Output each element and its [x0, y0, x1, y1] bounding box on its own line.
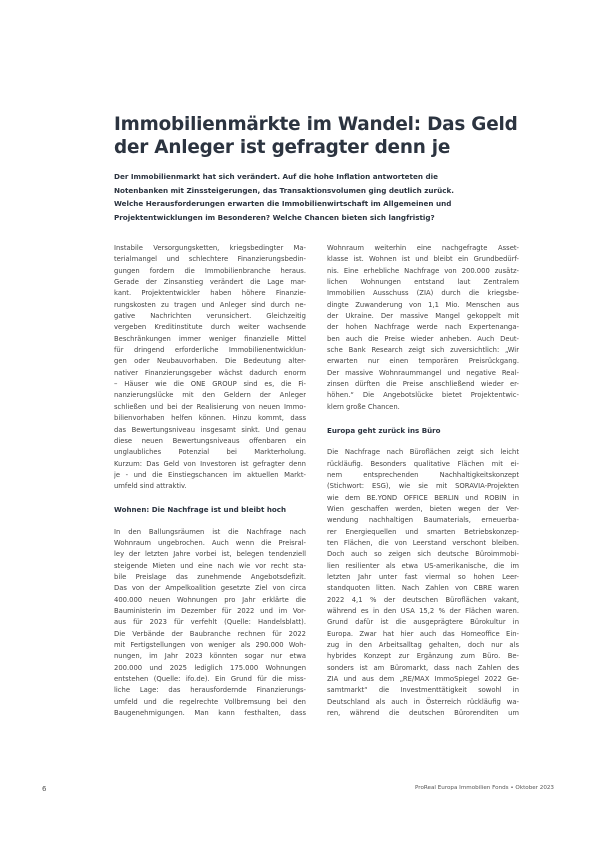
- body-text-line: nungen, im Jahr 2023 könnten sogar nur etwa: [114, 652, 306, 661]
- body-text-line: für dringend erforderliche Immobilienentwicklun-: [114, 346, 306, 355]
- left-paragraph-2: [114, 527, 306, 720]
- body-text-line: das Bewertungsniveau insgesamt sinkt. Und genau: [114, 425, 306, 434]
- lead-line: Der Immobilienmarkt hat sich verändert. Auf die hohe Inflation antworteten die: [114, 172, 438, 181]
- body-text-line: Die Nachfrage nach Büroflächen zeigt sich leicht: [327, 448, 519, 457]
- body-text-line: unglaubliches Potenzial bei Markterholung.: [114, 448, 306, 457]
- body-text-line: vergeben Kreditinstitute durch weiter wachsende: [114, 323, 306, 332]
- body-text-line: bile Preislage das zunehmende Angebotsdefizit.: [114, 572, 306, 581]
- body-text-line: zug in den Arbeitsalltag gehalten, doch nur als: [327, 641, 519, 650]
- article-title: [114, 113, 518, 159]
- body-text-line: nanzierungslücke mit den Geldern der Anleger: [114, 391, 306, 400]
- body-text-line: während es in den USA 15,2 % der Flächen waren.: [327, 607, 519, 615]
- body-text-line: 400.000 neuen Wohnungen pro Jahr erklärte die: [114, 595, 306, 604]
- body-text-line: lien resilienter als etwa US-amerikanische, die im: [327, 561, 519, 570]
- body-text-line: kant. Projektentwickler haben höhere Finanzie-: [114, 289, 306, 298]
- body-text-line: Grund dafür ist die ausgeprägtere Bürokultur in: [327, 618, 519, 627]
- body-text-line: nem entsprechenden Nachhaltigkeitskonzept: [327, 470, 519, 479]
- body-text-line: ten Flächen, die von Leerstand verschont bleiben.: [327, 538, 519, 547]
- body-text-line: lichen Wohnungen entstand laut Zentralem: [327, 278, 519, 287]
- page-number: 6: [42, 785, 47, 793]
- title-line: der Anleger ist gefragter denn je: [114, 137, 451, 158]
- body-text-line: mit Fertigstellungen von weniger als 290.000 Woh-: [114, 641, 306, 650]
- body-text-line: dingte Zuwanderung von 1,1 Mio. Menschen aus: [327, 300, 519, 309]
- body-text-line: klasse ist. Wohnen ist und bleibt ein Grundbedürf-: [327, 255, 519, 264]
- body-text-line: 2022 4,1 % der deutschen Büroflächen vakant,: [327, 595, 519, 604]
- body-text-line: umfeld sind attraktiv.: [114, 482, 187, 491]
- body-text-line: wie dem BE.YOND OFFICE BERLIN und ROBIN in: [327, 493, 519, 502]
- body-text-line: Instabile Versorgungsketten, kriegsbedingter Ma-: [114, 244, 306, 252]
- body-text-line: entstehen (Quelle: ifo.de). Ein Grund für die miss-: [114, 675, 306, 684]
- lead-paragraph: [114, 170, 534, 225]
- body-text-line: terialmangel und schlechtere Finanzierungsbedin-: [114, 255, 306, 264]
- body-text-line: Baugenehmigungen. Man kann festhalten, dass: [114, 709, 306, 718]
- body-text-line: Kurzum: Das Geld von Investoren ist gefragter denn: [114, 459, 306, 468]
- body-text-line: 200.000 und 2025 lediglich 175.000 Wohnungen: [114, 663, 306, 672]
- lead-line: Welche Herausforderungen erwarten die Immobilienwirtschaft im Allgemeinen und: [114, 199, 452, 209]
- right-column: [327, 243, 519, 719]
- body-text-line: steigende Mieten und eine nach wie vor recht sta-: [114, 561, 306, 570]
- body-text-line: Beschränkungen immer weniger finanzielle Mittel: [114, 334, 306, 343]
- body-text-line: Der massive Wohnraummangel und negative Real-: [327, 368, 519, 377]
- right-paragraph-1: [327, 243, 519, 413]
- body-text-line: bilienvorhaben helfen können. Hinzu kommt, dass: [114, 414, 306, 423]
- left-paragraph-1: [114, 243, 306, 493]
- body-text-line: samtmarkt“ die Investmenttätigkeit sowohl in: [327, 686, 519, 695]
- body-text-line: rungskosten zu tragen und Anleger sind durch ne-: [114, 300, 306, 309]
- body-text-line: gative Nachrichten verunsichert. Gleichzeitig: [114, 312, 306, 321]
- body-text-line: – Häuser wie die ONE GROUP sind es, die Fi-: [114, 380, 306, 389]
- footer-text: ProReal Europa Immobilien Fonds • Oktober 2023: [415, 785, 554, 791]
- body-text-line: In den Ballungsräumen ist die Nachfrage nach: [114, 527, 306, 536]
- body-text-line: hybrides Konzept zur Ergänzung zum Büro. Be-: [327, 652, 519, 661]
- body-text-line: aus für 2023 für verfehlt (Quelle: Handelsblatt).: [114, 618, 306, 627]
- body-text-line: Deutschland als auch in Österreich rückläufig wa-: [327, 697, 519, 706]
- right-paragraph-2: [327, 447, 519, 719]
- body-text-line: liche Lage: das herausfordernde Finanzierungs-: [114, 686, 306, 695]
- section-heading-wohnen: Wohnen: Die Nachfrage ist und bleibt hoch: [114, 504, 287, 514]
- body-text-line: je - und die Einstiegschancen im aktuellen Markt-: [114, 470, 306, 479]
- body-text-line: Bauministerin im Dezember für 2022 und im Vor-: [114, 607, 306, 615]
- body-text-line: Das von der Ampelkoalition gesetzte Ziel von circa: [114, 584, 306, 593]
- title-line: Immobilienmärkte im Wandel: Das Geld: [114, 114, 518, 135]
- body-text-line: Die Verbände der Baubranche rechnen für 2022: [114, 629, 306, 638]
- body-text-line: Europa. Zwar hat hier auch das Homeoffice Ein-: [327, 629, 519, 638]
- body-text-line: Wien geschaffen werden, bieten wegen der Ver-: [327, 504, 519, 513]
- body-text-line: (Stichwort: ESG), wie sie mit SORAVIA-Projekten: [327, 482, 519, 491]
- body-text-line: sche Bank Research zeigt sich zuversichtlich: „Wir: [327, 346, 519, 355]
- body-text-line: rer Energiequellen und smarten Betriebskonzep-: [327, 527, 519, 536]
- body-text-line: der Ukraine. Der massive Mangel gekoppelt mit: [327, 312, 519, 321]
- body-text-line: ren, während die deutschen Bürorenditen um: [327, 709, 519, 718]
- body-text-line: der hohen Nachfrage werde nach Expertenanga-: [327, 323, 519, 332]
- body-text-line: umfeld und die regelrechte Vollbremsung bei den: [114, 697, 306, 706]
- body-text-line: höhen.“ Die Angebotslücke bietet Projektentwic-: [327, 391, 519, 400]
- body-text-line: ley der letzten Jahre vorbei ist, belegen tendenziell: [114, 550, 306, 559]
- body-text-line: sonders ist am Büromarkt, dass nach Zahlen des: [327, 663, 519, 672]
- body-text-line: schließen und bei der Realisierung von neuen Immo-: [114, 402, 306, 411]
- body-text-line: Wohnraum weiterhin eine nachgefragte Asset-: [327, 244, 519, 252]
- left-column: [114, 243, 306, 719]
- body-text-line: wendung nachhaltigen Baumaterials, erneuerba-: [327, 516, 519, 525]
- body-text-line: diese neuen Bewertungsniveaus offenbaren ein: [114, 436, 306, 445]
- body-text-line: standquoten litten. Nach Zahlen von CBRE waren: [327, 584, 519, 593]
- body-text-line: Doch auch so zeigen sich deutsche Büroimmobi-: [327, 550, 519, 559]
- body-text-line: klern große Chancen.: [327, 402, 400, 411]
- body-text-line: ben auch die Preise wieder anheben. Auch Deut-: [327, 334, 519, 343]
- body-text-line: Immobilien Ausschuss (ZIA) durch die kriegsbe-: [327, 289, 519, 298]
- body-text-line: letzten Jahr unter fast viermal so hohen Leer-: [327, 572, 519, 581]
- body-text-line: ZIA und aus dem „RE/MAX ImmoSpiegel 2022 Ge-: [327, 675, 519, 684]
- body-text-line: Wohnraum ungebrochen. Auch wenn die Preisral-: [114, 538, 306, 547]
- body-text-line: zinsen dürften die Preise anschließend wieder er-: [327, 380, 519, 389]
- body-text-line: erwarten nur einen temporären Preisrückgang.: [327, 357, 519, 366]
- lead-line: Projektentwicklungen im Besonderen? Welche Chancen bieten sich langfristig?: [114, 213, 435, 223]
- body-text-line: rückläufig. Besonders qualitative Flächen mit ei-: [327, 459, 519, 468]
- section-heading-europa: Europa geht zurück ins Büro: [327, 425, 441, 435]
- body-text-line: nis. Eine erhebliche Nachfrage von 200.000 zusätz-: [327, 266, 519, 275]
- lead-line: Notenbanken mit Zinssteigerungen, das Transaktionsvolumen ging deutlich zurück.: [114, 185, 454, 195]
- body-text-line: nativer Finanzierungsgeber wächst dadurch enorm: [114, 368, 306, 377]
- body-text-line: gen oder Neubauvorhaben. Die Bedeutung alter-: [114, 357, 306, 366]
- body-text-line: gungen fordern die Immobilienbranche heraus.: [114, 266, 306, 275]
- body-text-line: Gerade der Zinsanstieg verändert die Lage mar-: [114, 278, 306, 287]
